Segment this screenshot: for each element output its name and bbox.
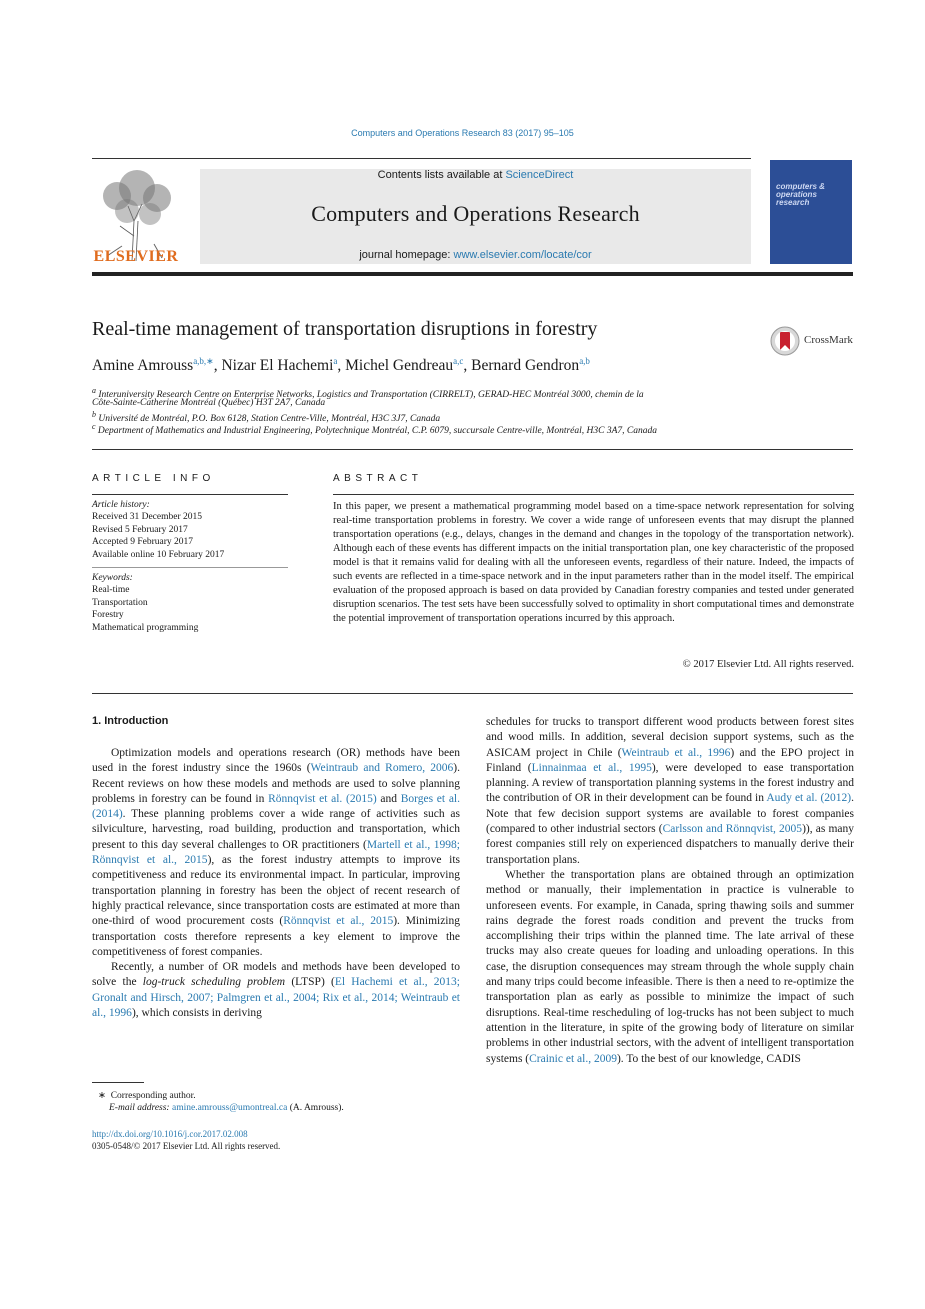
citation-link[interactable]: Linnainmaa et al., 1995 xyxy=(531,761,652,774)
body-text: Optimization models and operations research (OR) methods have been used in the forest industry since the 1960s ( xyxy=(92,747,460,775)
keywords-block xyxy=(92,572,288,634)
crossmark-label[interactable]: CrossMark xyxy=(804,334,853,346)
footnote-rule xyxy=(92,1082,144,1083)
right-column xyxy=(486,715,854,1067)
history-label: Article history: xyxy=(92,500,150,510)
cover-title: computers & operations research xyxy=(776,182,825,207)
author-name[interactable]: Nizar El Hachemi xyxy=(221,357,334,375)
body-text: log-truck scheduling problem xyxy=(142,976,286,989)
footnote-corresponding xyxy=(98,1090,196,1101)
body-text: ). To the best of our knowledge, CADIS xyxy=(616,1052,801,1065)
left-column xyxy=(92,746,460,1021)
citation-link[interactable]: Borges et al. (2014) xyxy=(92,792,460,821)
contents-prefix: Contents lists available at xyxy=(377,169,506,181)
citation-link[interactable]: Audy et al. (2012) xyxy=(766,792,852,805)
body-text: ), as the forest industry attempts to improve its competitiveness and reduce its environmental impact. In particular, improving transportation planning in forestry has been the object of recent research of highly practical relevance, since transportation costs are estimated at more than one-third of wood procurement costs ( xyxy=(92,854,460,928)
introduction-heading: 1. Introduction xyxy=(92,715,169,727)
abstract-heading: ABSTRACT xyxy=(333,473,423,484)
publisher-name: ELSEVIER xyxy=(93,248,179,265)
body-text: )), as many forest companies still rely on experienced dispatchers to manually derive their transportation plans. xyxy=(486,823,854,866)
citation-link[interactable]: Carlsson and Rönnqvist, 2005 xyxy=(662,823,803,836)
keywords-rule xyxy=(92,567,288,568)
footnote-text: Corresponding author. xyxy=(110,1091,196,1101)
author-list: Amine Amrouss$^{a,b,∗}$, Nizar El Hachemi$^a$, Michel Gendreau$^{a,c}$, Bernard Gendron$^{a,b}$ xyxy=(92,356,590,375)
article-info-heading: ARTICLE INFO xyxy=(92,473,215,484)
affiliation-text: Côte-Sainte-Catherine Montréal (Québec) H3T 2A7, Canada xyxy=(92,398,326,408)
citation-link[interactable]: Weintraub et al., 1996 xyxy=(621,746,731,759)
footnote-mark: ∗ xyxy=(98,1091,106,1101)
affiliation-text: Department of Mathematics and Industrial Engineering, Polytechnique Montréal, C.P. 6079, succursale Centre-ville, Montréal, H3C 3A7, Canada xyxy=(97,426,657,437)
homepage-line xyxy=(200,249,751,261)
author-affiliation-marks[interactable]: a,b xyxy=(579,356,590,366)
affiliation-a-cont xyxy=(92,398,325,408)
intro-paragraph xyxy=(486,715,854,868)
affiliation-label: b xyxy=(92,410,96,419)
citation-link[interactable]: Martell et al., 1998; Rönnqvist et al., 2015 xyxy=(92,838,460,867)
email-suffix: (A. Amrouss). xyxy=(287,1103,344,1113)
history-item: Received 31 December 2015 xyxy=(92,512,202,523)
sciencedirect-link[interactable]: ScienceDirect xyxy=(505,169,574,181)
journal-title: Computers and Operations Research xyxy=(311,201,640,226)
author-name[interactable]: Amine Amrouss xyxy=(92,357,194,375)
abstract-copyright: © 2017 Elsevier Ltd. All rights reserved. xyxy=(682,659,854,670)
article-history xyxy=(92,499,288,561)
body-text: and xyxy=(376,792,401,805)
body-text: ), which consists in deriving xyxy=(131,1007,262,1020)
issn-line: 0305-0548/© 2017 Elsevier Ltd. All rights reserved. xyxy=(92,1141,281,1151)
body-text: Whether the transportation plans are obtained through an optimization method or manually, their implementation in practice is vulnerable to unforeseen events. For example, in Canada, spring thawing soils and summer rains degrade the forest roads condition and prevent the trucks from accomplishing their trips within the planned time. The late arrival of these trucks may also create queues for loading and unloading operations. In this case, the disruption consequences may stream through the whole supply chain and many trips could become infeasible. There is then a need to re-optimize the transportation plan as early as possible to minimize the impact of such disruptions. Real-time rescheduling of log-trucks has not been subject to much attention in the literature, in spite of the growing body of literature on similar problems in other industrial sectors, with the advent of intelligent transportation systems ( xyxy=(486,868,854,1065)
author-affiliation-marks[interactable]: a xyxy=(333,356,338,366)
abstract-bottom-rule xyxy=(92,693,853,694)
intro-paragraph xyxy=(92,960,460,1021)
history-item: Revised 5 February 2017 xyxy=(92,524,188,535)
body-text: Recently, a number of OR models and methods have been developed to solve the xyxy=(92,961,460,989)
keyword: Transportation xyxy=(92,597,148,608)
keyword: Forestry xyxy=(92,610,124,621)
history-item: Available online 10 February 2017 xyxy=(92,549,225,560)
keyword: Mathematical programming xyxy=(92,622,199,633)
article-info-rule xyxy=(92,494,288,495)
author-affiliation-marks[interactable]: a,c xyxy=(453,356,464,366)
intro-paragraph xyxy=(486,868,854,1067)
author-name[interactable]: Bernard Gendron xyxy=(471,357,580,375)
doi-link[interactable]: http://dx.doi.org/10.1016/j.cor.2017.02.008 xyxy=(92,1129,248,1139)
email-link[interactable]: amine.amrouss@umontreal.ca xyxy=(171,1103,288,1113)
body-text: . Note that few decision support systems are available to forest companies (compared to other industrial sectors ( xyxy=(486,792,854,836)
journal-cover-image[interactable] xyxy=(770,160,852,264)
keyword: Real-time xyxy=(92,585,130,596)
abstract-rule xyxy=(333,494,854,495)
body-text: ). Recent reviews on how these models and methods are used to solve planning problems in forestry can be found in xyxy=(92,762,461,805)
body-text: (LTSP) ( xyxy=(285,976,335,989)
footnote-email xyxy=(109,1103,344,1113)
citation-link[interactable]: Rönnqvist et al. (2015) xyxy=(268,792,377,805)
citation-link[interactable]: Weintraub and Romero, 2006 xyxy=(310,762,454,775)
body-text: . These planning problems cover a wide range of activities such as silviculture, harvesting, road building, production and transportation, which present to this day several challenges to OR practitioners ( xyxy=(92,808,460,851)
body-text: ). Minimizing transportation costs therefore represents a key element to improve the competitiveness of forest companies. xyxy=(92,915,461,958)
citation-link[interactable]: El Hachemi et al., 2013; Gronalt and Hirsch, 2007; Palmgren et al., 2004; Rix et al., 2014; Weintraub et al., 1996 xyxy=(92,976,460,1020)
intro-paragraph xyxy=(92,746,460,960)
author-name[interactable]: Michel Gendreau xyxy=(345,357,454,375)
header-thick-rule xyxy=(92,272,853,276)
paper-title: Real-time management of transportation disruptions in forestry xyxy=(92,318,598,340)
citation-link[interactable]: Crainic et al., 2009 xyxy=(529,1052,617,1065)
affiliation-label: c xyxy=(92,422,96,431)
abstract-text: In this paper, we present a mathematical programming model based on a time-space network representation for solving real-time transportation problems in forestry. We cover a wide range of unforeseen events that may disrupt the planned transportation operations (e.g., delays, changes in the demand and changes in the topology of the transportation network). Although each of these events has different impacts on the initial transportation plan, one key characteristic of the proposed model is that it remains valid for dealing with all the unforeseen events, regardless of their nature. Indeed, the impacts of such events are reflected in a time-space network and in the input parameters rather than in the model itself. The empirical evaluation of the proposed approach is based on data provided by Canadian forestry companies and tested under generated disruption scenarios. The test sets have been successfully solved to optimality in short computational times and demonstrate the potential improvement of transportation operations incurred by this approach. xyxy=(333,501,854,624)
section-rule xyxy=(92,449,853,450)
history-item: Accepted 9 February 2017 xyxy=(92,537,194,548)
homepage-link[interactable]: www.elsevier.com/locate/cor xyxy=(453,249,592,261)
header-rule xyxy=(92,158,751,159)
citation-link[interactable]: Rönnqvist et al., 2015 xyxy=(283,915,394,928)
author-affiliation-marks[interactable]: a,b,∗ xyxy=(193,356,214,366)
body-text: schedules for trucks to transport different wood products between forest sites and wood mills. In addition, several decision support systems, such as the ASICAM project in Chile ( xyxy=(486,716,854,759)
homepage-prefix: journal homepage: xyxy=(359,249,454,261)
body-text: ), were developed to ease transportation planning. A review of transportation planning systems in the forest industry and the contribution of OR in their development can be found in xyxy=(486,761,854,805)
affiliation-label: a xyxy=(92,386,96,395)
body-text: ) and the EPO project in Finland ( xyxy=(486,746,854,774)
journal-reference[interactable]: Computers and Operations Research 83 (2017) 95–105 xyxy=(351,128,574,138)
crossmark-icon[interactable] xyxy=(770,326,800,356)
affiliation-text: Université de Montréal, P.O. Box 6128, Station Centre-Ville, Montréal, H3C 3J7, Canada xyxy=(98,414,441,425)
affiliation-c xyxy=(92,422,657,436)
affiliation-text: Interuniversity Research Centre on Enterprise Networks, Logistics and Transportation (CIRRELT), GERAD-HEC Montréal 3000, chemin de la xyxy=(98,390,644,401)
keywords-label: Keywords: xyxy=(92,573,133,583)
contents-line xyxy=(200,169,751,181)
email-label: E-mail address: xyxy=(109,1103,170,1113)
